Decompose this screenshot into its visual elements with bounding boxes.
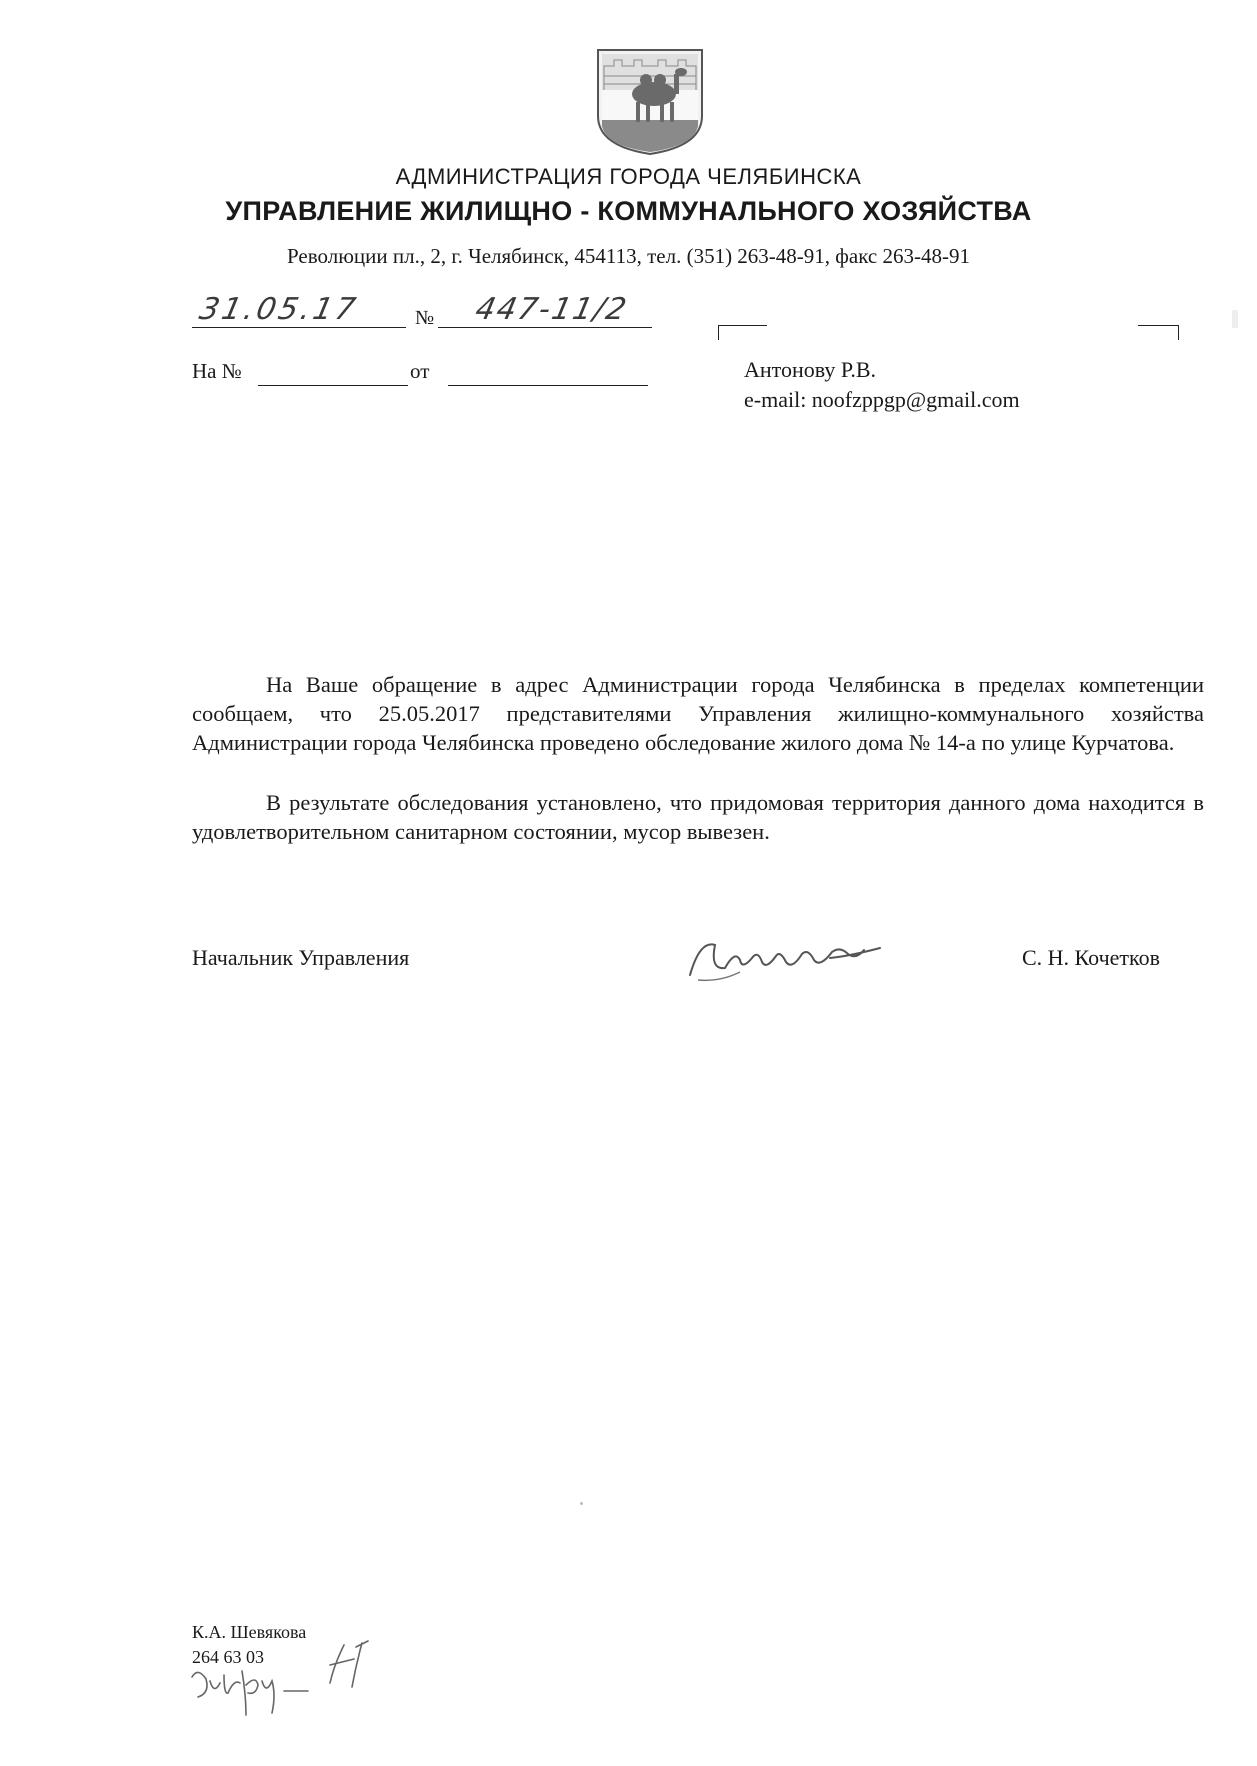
coat-of-arms-icon xyxy=(594,46,706,158)
executor-phone: 264 63 03 xyxy=(192,1647,264,1667)
department-name: УПРАВЛЕНИЕ ЖИЛИЩНО - КОММУНАЛЬНОГО ХОЗЯЙСТВА xyxy=(225,196,1032,226)
registration-date-underline xyxy=(192,327,406,328)
signer-name: С. Н. Кочетков xyxy=(1022,945,1160,970)
reference-date-field xyxy=(448,385,648,386)
registration-date: 31.05.17 xyxy=(196,292,362,327)
address-corner-right xyxy=(1138,325,1179,340)
address-corner-left xyxy=(718,325,767,340)
scan-artifact xyxy=(1232,310,1238,328)
executor-name: К.А. Шевякова xyxy=(192,1622,307,1642)
department-address: Революции пл., 2, г. Челябинск, 454113, тел. (351) 263-48-91, факс 263-48-91 xyxy=(287,244,970,268)
administration-name: АДМИНИСТРАЦИЯ ГОРОДА ЧЕЛЯБИНСКА xyxy=(395,164,862,189)
registration-number-underline xyxy=(438,327,652,328)
handwritten-note-icon xyxy=(184,1635,414,1725)
reference-number-label: На № xyxy=(192,359,242,383)
registration-number-sign: № xyxy=(415,307,435,329)
reference-number-field xyxy=(258,385,408,386)
recipient-email: e-mail: noofzppgp@gmail.com xyxy=(744,387,1020,412)
reference-date-label: от xyxy=(410,359,430,383)
scan-artifact xyxy=(580,1502,583,1505)
registration-number: 447-11/2 xyxy=(472,292,632,327)
signer-title: Начальник Управления xyxy=(192,945,410,970)
recipient-name: Антонову Р.В. xyxy=(744,357,877,382)
handwritten-signature-icon xyxy=(680,920,900,990)
body-paragraph: На Ваше обращение в адрес Администрации города Челябинска в пределах компетенции сообщаем, что 25.05.2017 представителями Управления жилищно-коммунального хозяйства Администрации города Челябинска проведено обследование жилого дома № 14-а по улице Курчатова. xyxy=(192,672,1204,755)
body-paragraph: В результате обследования установлено, что придомовая территория данного дома находится в удовлетворительном санитарном состоянии, мусор вывезен. xyxy=(192,790,1204,844)
